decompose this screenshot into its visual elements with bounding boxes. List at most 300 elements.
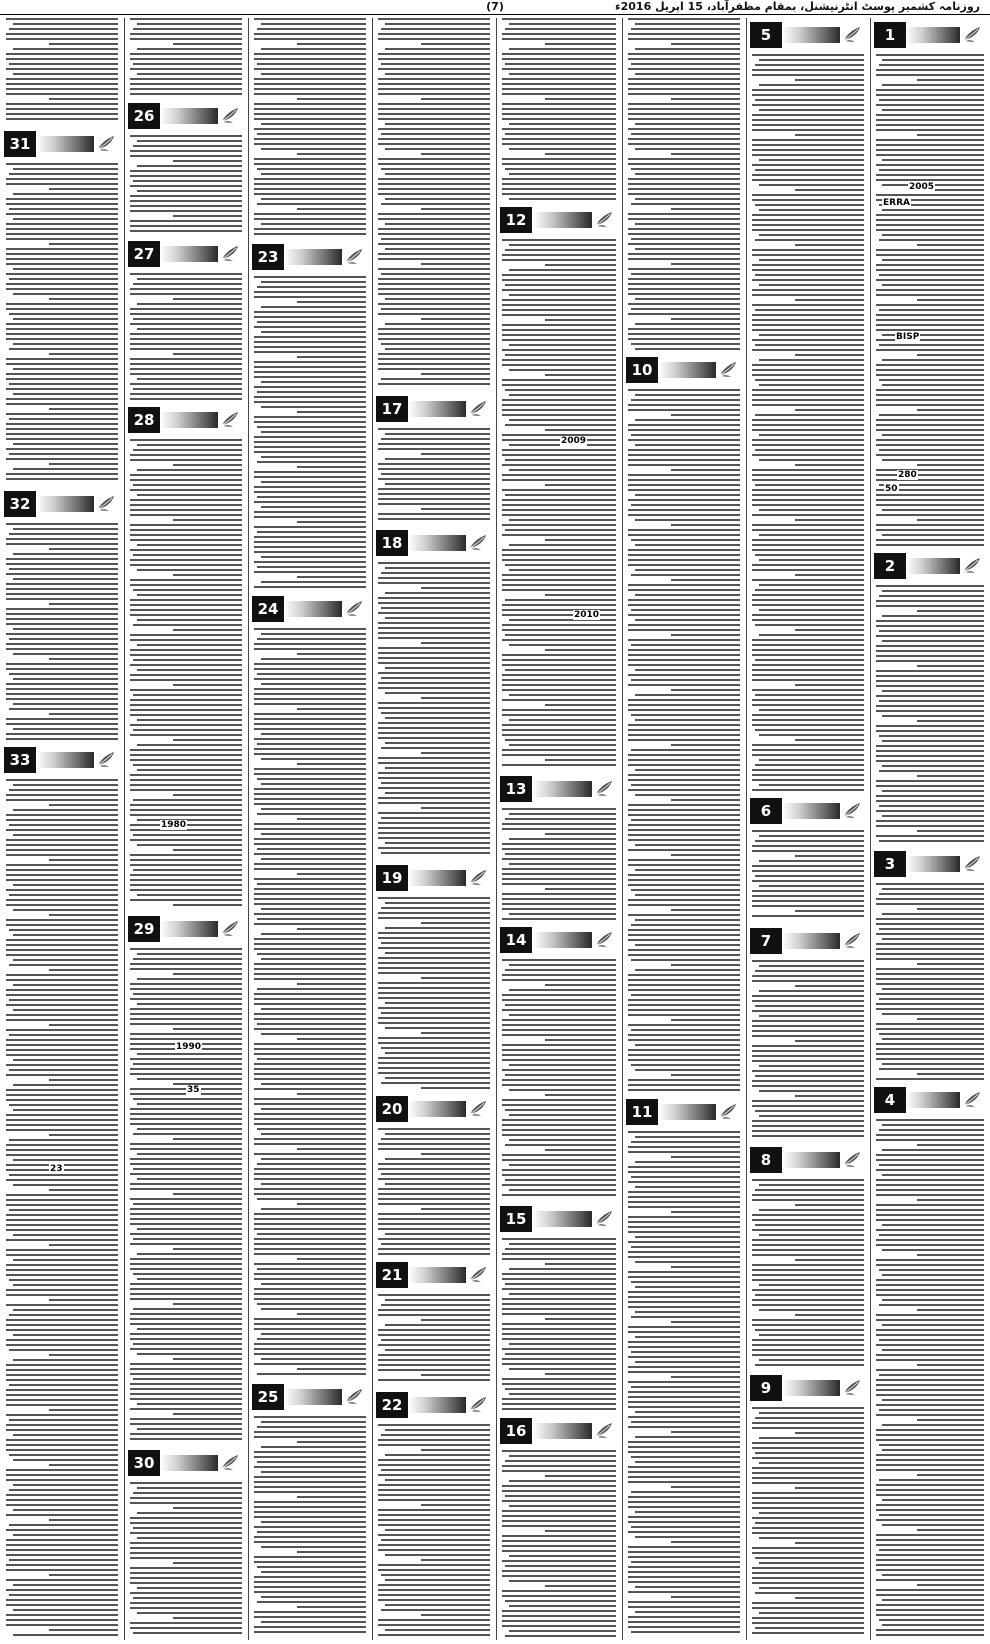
text-line [13, 678, 118, 680]
text-line [130, 1368, 242, 1370]
article-text-block [876, 585, 984, 845]
text-line [133, 388, 242, 390]
text-line [752, 494, 864, 496]
text-line [130, 273, 242, 275]
text-line [6, 1214, 118, 1216]
text-line [6, 198, 118, 200]
text-line [502, 1490, 616, 1492]
section-number: 13 [500, 776, 532, 802]
text-line [378, 1584, 490, 1586]
text-line [378, 912, 490, 914]
text-line [917, 1309, 984, 1311]
text-line [378, 1238, 490, 1240]
text-line [502, 908, 616, 910]
section-header [128, 103, 244, 129]
text-line [759, 965, 864, 967]
text-line [6, 1339, 118, 1341]
text-line [631, 1456, 740, 1458]
text-line [628, 759, 740, 761]
text-line [130, 1418, 242, 1420]
text-line [505, 249, 616, 251]
article-text-block [378, 897, 490, 1092]
text-line [502, 103, 616, 105]
text-line [254, 316, 366, 318]
text-line [628, 1331, 740, 1333]
text-line [378, 258, 490, 260]
text-line [876, 149, 984, 151]
text-line [378, 1424, 490, 1426]
text-line [628, 163, 740, 165]
text-line [6, 1589, 118, 1591]
text-line [755, 1110, 864, 1112]
text-line [133, 1168, 242, 1170]
text-line [876, 1289, 984, 1291]
text-line [130, 33, 242, 35]
text-line [755, 1329, 864, 1331]
text-line [671, 1156, 740, 1158]
text-line [628, 1481, 740, 1483]
text-line [130, 1118, 242, 1120]
text-line [257, 1163, 366, 1165]
text-line [917, 299, 984, 301]
text-line [130, 948, 242, 950]
text-line [752, 1407, 864, 1409]
text-line [752, 119, 864, 121]
text-line [378, 777, 490, 779]
text-line [254, 788, 366, 790]
text-line [759, 334, 864, 336]
text-line [421, 587, 490, 589]
text-line [876, 1344, 984, 1346]
header-gradient-bar [408, 401, 466, 417]
text-line [13, 909, 118, 911]
text-line [173, 1248, 242, 1250]
text-line [137, 769, 242, 771]
text-line [378, 1198, 490, 1200]
text-line [509, 1605, 616, 1607]
text-line [9, 28, 118, 30]
section-number: 16 [500, 1418, 532, 1444]
text-line [378, 428, 490, 430]
text-line [876, 1119, 984, 1121]
text-line [257, 391, 366, 393]
text-line [505, 1004, 616, 1006]
text-line [261, 1471, 366, 1473]
text-line [6, 1324, 118, 1326]
text-line [876, 1314, 984, 1316]
text-line [917, 1474, 984, 1476]
text-line [254, 723, 366, 725]
text-line [876, 1369, 984, 1371]
text-line [137, 140, 242, 142]
text-line [876, 254, 984, 256]
text-line [254, 1481, 366, 1483]
text-line [261, 306, 366, 308]
text-line [759, 1437, 864, 1439]
text-line [509, 244, 616, 246]
text-line [876, 1023, 984, 1025]
text-line [752, 1100, 864, 1102]
text-line [752, 229, 864, 231]
text-line [130, 1008, 242, 1010]
text-line [6, 523, 118, 525]
text-line [635, 298, 740, 300]
text-line [130, 313, 242, 315]
text-line [130, 1183, 242, 1185]
text-line [137, 544, 242, 546]
text-line [502, 1470, 616, 1472]
text-line [502, 893, 616, 895]
text-line [254, 843, 366, 845]
text-line [9, 453, 118, 455]
text-line [137, 819, 242, 821]
text-line [133, 1203, 242, 1205]
text-line [502, 1278, 616, 1280]
text-line [6, 1269, 118, 1271]
text-line [876, 1629, 984, 1631]
text-line [6, 93, 118, 95]
text-line [378, 1494, 490, 1496]
text-line [671, 689, 740, 691]
text-line [378, 1228, 490, 1230]
text-line [545, 1039, 616, 1041]
text-line [752, 144, 864, 146]
text-line [130, 734, 242, 736]
text-line [671, 1074, 740, 1076]
text-line [502, 1134, 616, 1136]
text-line [6, 1529, 118, 1531]
text-line [130, 1348, 242, 1350]
header-gradient-bar [532, 1423, 592, 1439]
text-line [130, 1398, 242, 1400]
text-line [130, 338, 242, 340]
text-line [509, 913, 616, 915]
text-line [502, 1049, 616, 1051]
text-line [6, 829, 118, 831]
text-line [502, 843, 616, 845]
text-line [130, 504, 242, 506]
text-line [9, 1174, 118, 1176]
text-line [876, 645, 984, 647]
text-line [752, 1060, 864, 1062]
text-line [509, 1243, 616, 1245]
leaf-ornament-icon [594, 1421, 614, 1439]
text-line [795, 1259, 864, 1261]
text-line [137, 953, 242, 955]
text-line [628, 429, 740, 431]
text-line [254, 698, 366, 700]
text-line [628, 984, 740, 986]
text-line [631, 1141, 740, 1143]
text-line [297, 1606, 366, 1608]
text-line [378, 1253, 490, 1255]
article-text-block [502, 808, 616, 923]
text-line [173, 215, 242, 217]
text-line [752, 649, 864, 651]
text-line [502, 579, 616, 581]
text-line [502, 499, 616, 501]
article-text-block [254, 1416, 366, 1636]
text-line [130, 879, 242, 881]
text-line [502, 1378, 616, 1380]
text-line [502, 559, 616, 561]
article-text-block [6, 18, 118, 123]
leaf-ornament-icon [344, 599, 364, 617]
text-line [6, 693, 118, 695]
text-line [254, 88, 366, 90]
text-line [133, 484, 242, 486]
text-line [876, 304, 984, 306]
text-line [628, 614, 740, 616]
text-line [882, 690, 984, 692]
text-line [502, 1575, 616, 1577]
text-line [879, 840, 984, 842]
text-line [628, 1206, 740, 1208]
text-line [297, 1093, 366, 1095]
text-line [759, 1209, 864, 1211]
text-line [254, 728, 366, 730]
text-line [378, 672, 490, 674]
text-line [6, 899, 118, 901]
text-line [752, 294, 864, 296]
text-line [378, 972, 490, 974]
text-line [671, 1431, 740, 1433]
text-line [261, 123, 366, 125]
text-line [13, 1459, 118, 1461]
text-line [257, 1373, 366, 1375]
text-line [876, 1078, 984, 1080]
text-line [752, 1199, 864, 1201]
text-line [130, 689, 242, 691]
text-line [6, 558, 118, 560]
column-rule [496, 18, 497, 1640]
text-line [628, 1391, 740, 1393]
text-line [254, 386, 366, 388]
text-line [254, 1451, 366, 1453]
text-line [876, 983, 984, 985]
text-line [502, 138, 616, 140]
text-line [502, 364, 616, 366]
text-line [755, 1627, 864, 1629]
text-line [876, 1008, 984, 1010]
text-line [917, 830, 984, 832]
text-line [378, 647, 490, 649]
text-line [13, 1634, 118, 1636]
text-line [502, 1510, 616, 1512]
text-line [137, 669, 242, 671]
text-line [752, 1279, 864, 1281]
text-line [130, 1223, 242, 1225]
text-line [6, 1414, 118, 1416]
text-line [759, 1537, 864, 1539]
text-line [297, 983, 366, 985]
text-line [876, 249, 984, 251]
text-line [628, 1059, 740, 1061]
text-line [421, 1208, 490, 1210]
leaf-ornament-icon [962, 1090, 982, 1108]
text-line [505, 389, 616, 391]
text-line [13, 368, 118, 370]
text-line [752, 1030, 864, 1032]
text-line [6, 1229, 118, 1231]
text-line [879, 735, 984, 737]
text-line [628, 178, 740, 180]
text-line [752, 504, 864, 506]
text-line [876, 219, 984, 221]
text-line [297, 708, 366, 710]
text-line [628, 454, 740, 456]
text-line [631, 399, 740, 401]
article-text-block [876, 54, 984, 549]
text-line [254, 561, 366, 563]
text-line [755, 1224, 864, 1226]
text-line [6, 438, 118, 440]
text-line [9, 1314, 118, 1316]
text-line [752, 324, 864, 326]
text-line [261, 198, 366, 200]
text-line [628, 278, 740, 280]
text-line [137, 1103, 242, 1105]
column-rule [746, 18, 747, 1640]
text-line [752, 1532, 864, 1534]
text-line [545, 98, 616, 100]
text-line [254, 218, 366, 220]
text-line [378, 78, 490, 80]
text-line [635, 148, 740, 150]
text-line [254, 1536, 366, 1538]
text-line [882, 790, 984, 792]
text-line [378, 503, 490, 505]
text-line [385, 742, 490, 744]
text-line [879, 1514, 984, 1516]
text-line [671, 43, 740, 45]
text-line [628, 1426, 740, 1428]
text-line [261, 48, 366, 50]
text-line [752, 349, 864, 351]
text-line [257, 848, 366, 850]
text-line [261, 331, 366, 333]
text-line [917, 1018, 984, 1020]
text-line [502, 68, 616, 70]
leaf-ornament-icon [220, 244, 240, 262]
text-line [876, 194, 984, 196]
text-line [6, 78, 118, 80]
text-line [254, 326, 366, 328]
text-line [137, 278, 242, 280]
text-line [759, 1309, 864, 1311]
text-line [502, 873, 616, 875]
text-line [378, 1594, 490, 1596]
text-line [130, 1552, 242, 1554]
text-line [502, 1054, 616, 1056]
text-line [505, 133, 616, 135]
text-line [254, 1073, 366, 1075]
text-line [628, 974, 740, 976]
text-line [631, 1064, 740, 1066]
text-line [752, 599, 864, 601]
text-line [130, 1582, 242, 1584]
text-line [795, 1597, 864, 1599]
text-line [378, 163, 490, 165]
text-line [254, 1476, 366, 1478]
text-line [297, 1258, 366, 1260]
text-line [628, 934, 740, 936]
text-line [130, 1373, 242, 1375]
text-line [631, 1421, 740, 1423]
text-line [671, 579, 740, 581]
text-line [130, 604, 242, 606]
text-line [752, 1472, 864, 1474]
text-line [509, 394, 616, 396]
text-line [6, 1274, 118, 1276]
text-line [628, 1406, 740, 1408]
text-line [882, 509, 984, 511]
text-line [254, 1168, 366, 1170]
text-line [502, 524, 616, 526]
text-line [502, 674, 616, 676]
text-line [254, 798, 366, 800]
text-line [257, 426, 366, 428]
text-line [6, 213, 118, 215]
text-line [261, 431, 366, 433]
text-line [130, 754, 242, 756]
text-line [752, 364, 864, 366]
text-line [752, 1319, 864, 1321]
text-line [876, 74, 984, 76]
text-line [137, 1403, 242, 1405]
text-line [879, 1304, 984, 1306]
text-line [876, 124, 984, 126]
header-gradient-bar [36, 752, 94, 768]
text-line [876, 810, 984, 812]
text-line [752, 179, 864, 181]
text-line [752, 980, 864, 982]
text-line [173, 353, 242, 355]
text-line [876, 1169, 984, 1171]
text-line [876, 129, 984, 131]
text-line [130, 539, 242, 541]
text-line [882, 1574, 984, 1576]
text-line [13, 578, 118, 580]
text-line [385, 1629, 490, 1631]
text-line [257, 1198, 366, 1200]
text-line [505, 354, 616, 356]
text-line [882, 988, 984, 990]
text-line [628, 729, 740, 731]
text-line [378, 518, 490, 520]
text-line [130, 1393, 242, 1395]
text-line [254, 436, 366, 438]
text-line [6, 1479, 118, 1481]
text-line [502, 464, 616, 466]
section-header [500, 1206, 618, 1232]
text-line [631, 1386, 740, 1388]
text-line [628, 118, 740, 120]
page-number: (7) [486, 0, 504, 13]
text-line [137, 644, 242, 646]
text-line [755, 1452, 864, 1454]
text-line [671, 799, 740, 801]
text-line [13, 1259, 118, 1261]
section-header [376, 1096, 492, 1122]
text-line [261, 1333, 366, 1335]
text-line [49, 713, 118, 715]
text-line [635, 1511, 740, 1513]
text-line [254, 1178, 366, 1180]
text-line [173, 574, 242, 576]
text-line [6, 573, 118, 575]
text-line [378, 268, 490, 270]
